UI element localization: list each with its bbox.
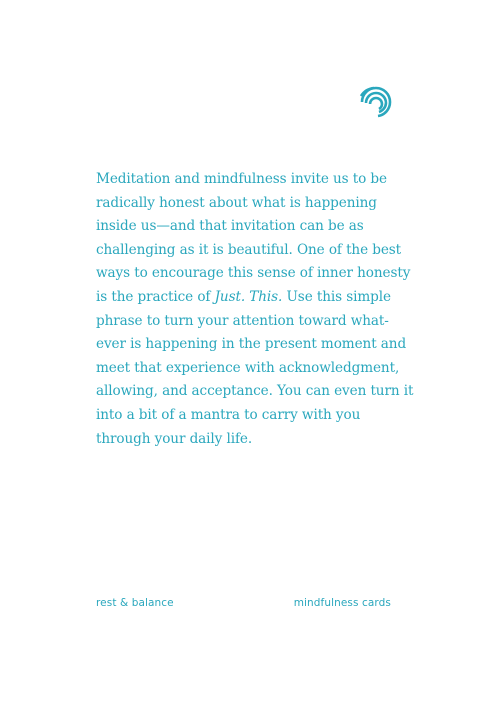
footer-category: rest & balance <box>96 597 174 609</box>
body-line: inside us—and that invitation can be as <box>96 218 364 235</box>
body-line: meet that experience with acknowledgment, <box>96 359 400 376</box>
body-line <box>96 286 396 310</box>
body-text-segment: is the practice of <box>96 288 215 305</box>
body-line: Meditation and mindfulness invite us to be <box>96 171 387 187</box>
body-line: radically honest about what is happening <box>96 194 377 211</box>
body-line: ever is happening in the present moment and <box>96 336 407 353</box>
body-text-segment: Use this simple <box>282 288 391 305</box>
body-line: ways to encourage this sense of inner honesty <box>96 265 411 282</box>
card-body-text <box>96 168 414 451</box>
body-line: challenging as it is beautiful. One of the best <box>96 241 402 258</box>
body-line: into a bit of a mantra to carry with you <box>96 406 361 423</box>
practice-name: Just. This. <box>214 288 283 305</box>
body-line: phrase to turn your attention toward what- <box>96 312 389 329</box>
body-line: allowing, and acceptance. You can even turn it <box>96 383 414 400</box>
concentric-arcs-logo-icon <box>356 84 396 124</box>
footer-series-title: mindfulness cards <box>293 597 391 609</box>
body-line: through your daily life. <box>96 430 253 447</box>
